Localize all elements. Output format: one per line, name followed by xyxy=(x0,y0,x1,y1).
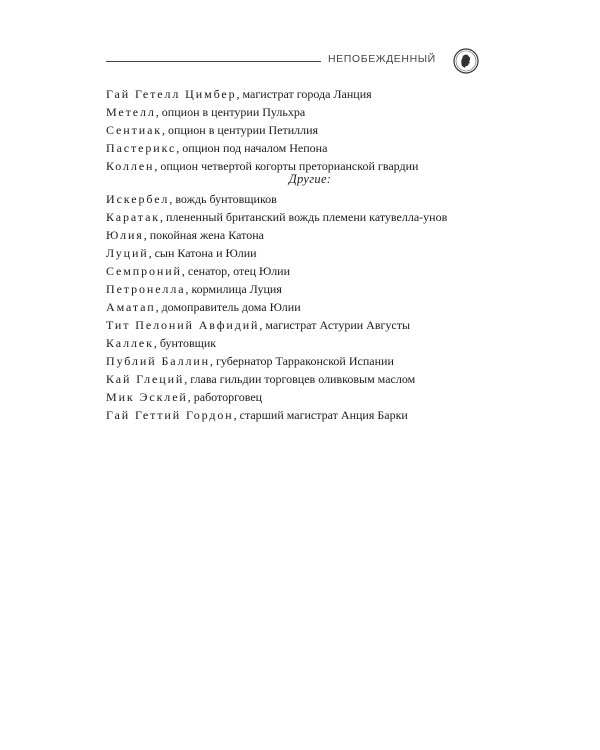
list-item: Луций, сын Катона и Юлии xyxy=(106,246,257,260)
coin-head-icon xyxy=(453,48,479,74)
cast-list-top xyxy=(106,85,486,175)
list-item: Петронелла, кормилица Луция xyxy=(106,282,282,296)
list-item: Гай Гетелл Цимбер, магистрат города Ланция xyxy=(106,87,372,101)
list-item: Сентиак, опцион в центурии Петиллия xyxy=(106,123,319,137)
list-item: Коллен, опцион четвертой когорты преторианской гвардии xyxy=(106,159,419,173)
list-item: Семпроний, сенатор, отец Юлии xyxy=(106,264,291,278)
header-rule xyxy=(106,61,321,62)
list-item: Каллек, бунтовщик xyxy=(106,336,217,350)
list-item: Кай Глеций, глава гильдии торговцев оливковым маслом xyxy=(106,372,416,386)
list-item: Мик Эсклей, работорговец xyxy=(106,390,263,404)
section-heading-others: Другие: xyxy=(288,172,332,186)
list-item: Метелл, опцион в центурии Пульхра xyxy=(106,105,306,119)
list-item: Юлия, покойная жена Катона xyxy=(106,228,264,242)
list-item: Публий Баллин, губернатор Тарраконской Испании xyxy=(106,354,394,368)
list-item: Аматап, домоправитель дома Юлии xyxy=(106,300,301,314)
list-item: Каратак, плененный британский вождь племени катувелла-унов xyxy=(106,210,448,224)
list-item: Пастерикс, опцион под началом Непона xyxy=(106,141,328,155)
cast-list-others xyxy=(106,190,486,424)
list-item: Тит Пелоний Авфидий, магистрат Астурии Августы xyxy=(106,318,411,332)
list-item: Искербел, вождь бунтовщиков xyxy=(106,192,277,206)
running-header xyxy=(106,48,484,74)
list-item: Гай Геттий Гордон, старший магистрат Анция Барки xyxy=(106,408,408,422)
running-title: НЕПОБЕЖДЕННЫЙ xyxy=(328,53,436,65)
